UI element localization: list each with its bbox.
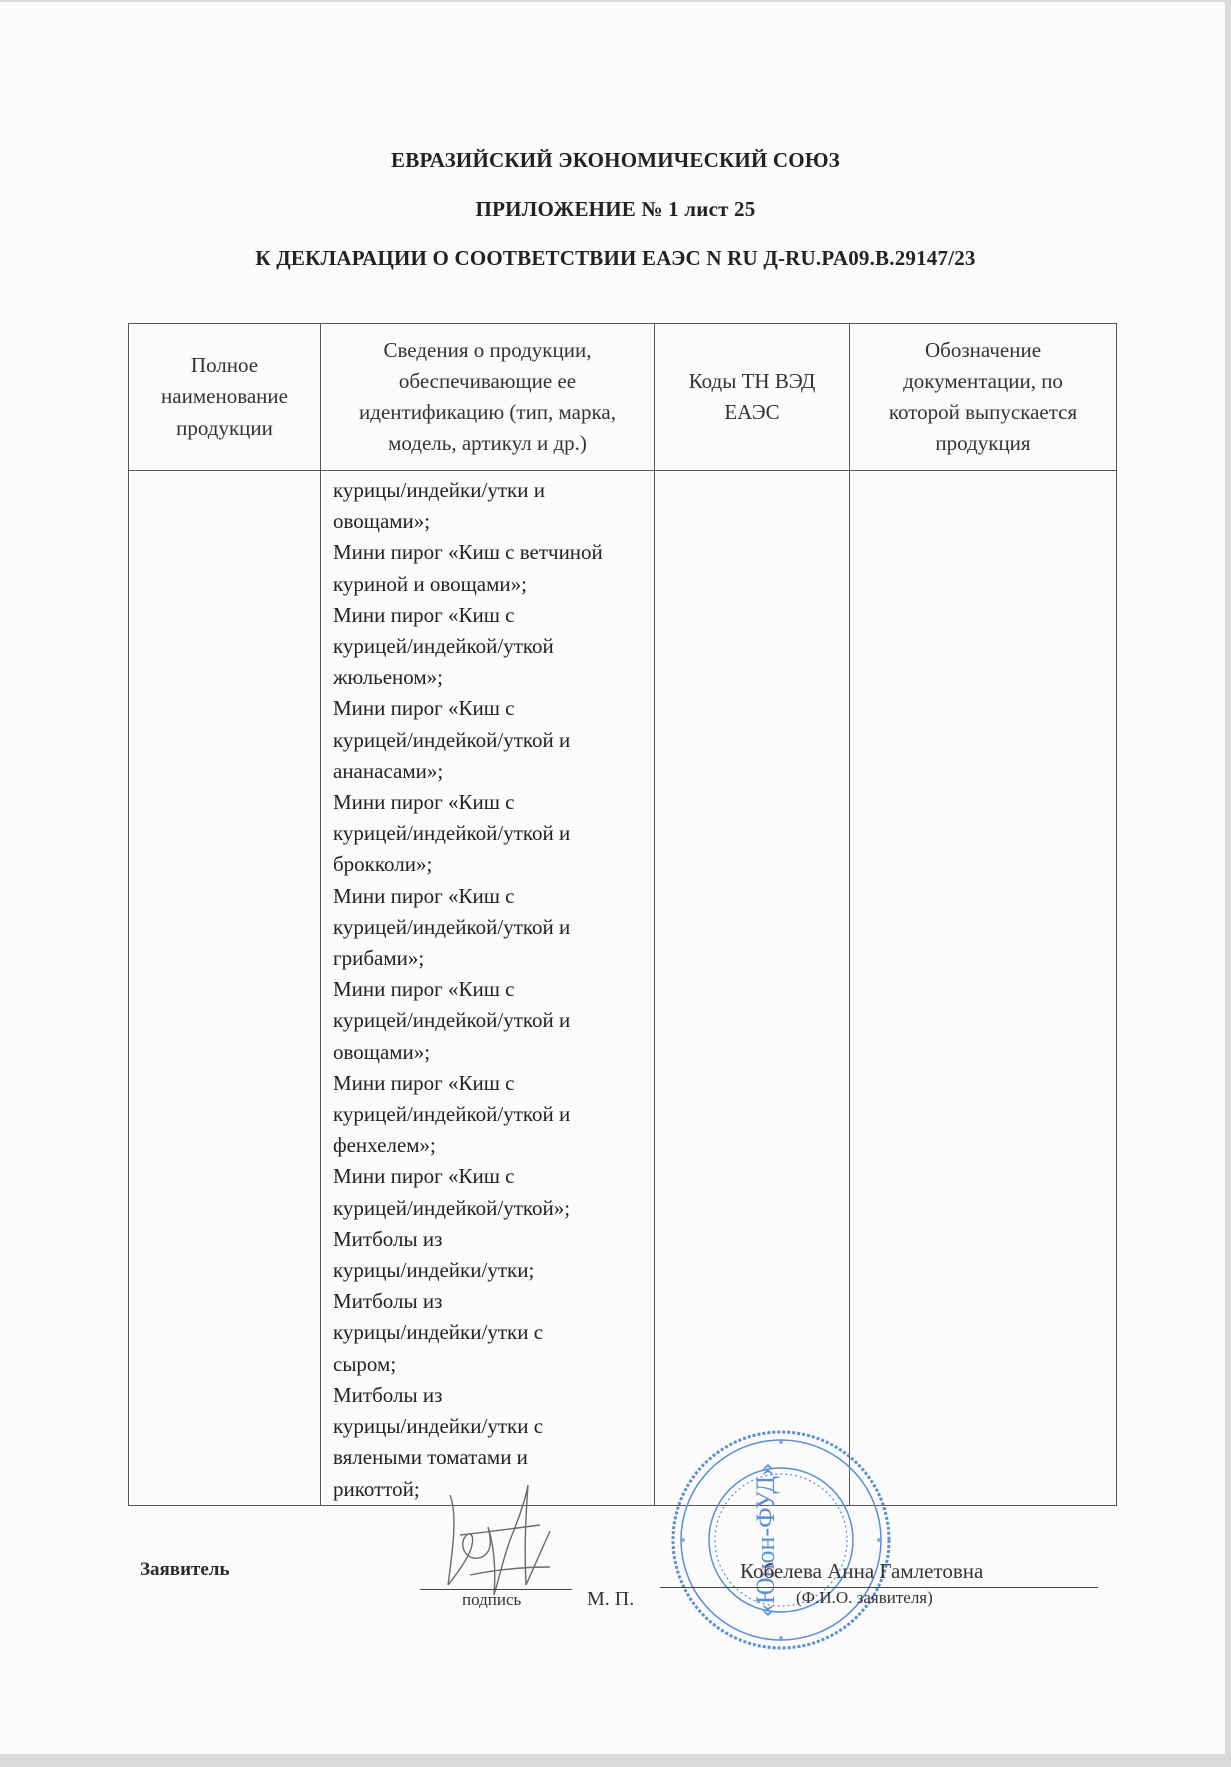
list-item: Мини пирог «Киш с xyxy=(333,696,515,721)
list-item: курицы/индейки/утки; xyxy=(333,1258,535,1283)
list-item: курицей/индейкой/уткой»; xyxy=(333,1195,571,1220)
list-item: Митболы из xyxy=(333,1289,443,1314)
list-item: жюльеном»; xyxy=(333,665,444,690)
list-item: Мини пирог «Киш с ветчиной xyxy=(333,540,603,565)
list-item: курицы/индейки/утки и xyxy=(333,478,545,502)
cell-product-name xyxy=(129,471,321,1506)
name-caption: (Ф.И.О. заявителя) xyxy=(796,1588,933,1607)
seal-name: «Юнон-ФУД» xyxy=(751,1462,780,1618)
list-item: курицей/индейкой/уткой и xyxy=(333,821,571,846)
list-item: сыром; xyxy=(333,1351,397,1376)
list-item: Мини пирог «Киш с xyxy=(333,602,515,627)
list-item: Мини пирог «Киш с xyxy=(333,790,515,815)
list-item: ананасами»; xyxy=(333,758,444,783)
column-header-line: ЕАЭС xyxy=(724,400,780,424)
table-row xyxy=(129,471,1117,1506)
cell-codes xyxy=(655,471,850,1506)
product-table xyxy=(128,323,1117,1506)
column-header-info xyxy=(321,324,655,471)
cell-product-info xyxy=(321,471,655,1506)
column-header-documentation xyxy=(850,324,1117,471)
declaration-title: К ДЕКЛАРАЦИИ О СООТВЕТСТВИИ ЕАЭС N RU Д-RU.PA09.B.29147/23 xyxy=(255,246,976,270)
cell-documentation xyxy=(850,471,1117,1506)
product-info-list xyxy=(321,471,654,1505)
column-header-line: Полное xyxy=(190,353,259,378)
signature-icon xyxy=(430,1475,570,1605)
applicant-label: Заявитель xyxy=(140,1559,230,1580)
list-item: Мини пирог «Киш с xyxy=(333,883,515,908)
column-header-line: документации, по xyxy=(903,368,1063,393)
column-header-line: Коды ТН ВЭД xyxy=(688,368,816,393)
list-item: курицы/индейки/утки с xyxy=(333,1414,544,1439)
column-header-line: наименование xyxy=(161,384,288,409)
list-item: Мини пирог «Киш с xyxy=(333,1070,515,1095)
list-item: курицей/индейкой/уткой и xyxy=(333,727,571,752)
column-header-line: идентификацию (тип, марка, xyxy=(359,400,616,424)
appendix-title: ПРИЛОЖЕНИЕ № 1 лист 25 xyxy=(475,197,756,221)
company-seal-icon xyxy=(668,1427,894,1653)
column-header-line: Обозначение xyxy=(924,337,1042,362)
list-item: курицей/индейкой/уткой xyxy=(333,634,554,659)
table-header-row xyxy=(129,324,1117,471)
list-item: курицы/индейки/утки с xyxy=(333,1320,544,1345)
list-item: Митболы из xyxy=(333,1226,443,1251)
applicant-name: Кобелева Анна Гамлетовна xyxy=(740,1559,984,1583)
column-header-line: Сведения о продукции, xyxy=(383,337,592,362)
list-item: курицей/индейкой/уткой и xyxy=(333,1102,571,1127)
union-title: ЕВРАЗИЙСКИЙ ЭКОНОМИЧЕСКИЙ СОЮЗ xyxy=(391,148,840,172)
column-header-line: которой выпускается xyxy=(888,400,1078,424)
signature-caption: подпись xyxy=(462,1590,522,1609)
column-header-line: модель, артикул и др.) xyxy=(388,431,587,456)
list-item: фенхелем»; xyxy=(333,1133,436,1158)
column-header-line: продукции xyxy=(176,415,273,440)
list-item: грибами»; xyxy=(333,946,425,971)
list-item: Митболы из xyxy=(333,1382,443,1407)
list-item: рикоттой; xyxy=(333,1476,420,1501)
list-item: овощами»; xyxy=(333,509,431,534)
column-header-line: продукция xyxy=(935,431,1031,456)
column-header-line: обеспечивающие ее xyxy=(398,368,577,393)
list-item: брокколи»; xyxy=(333,852,433,877)
list-item: курицей/индейкой/уткой и xyxy=(333,914,571,939)
column-header-name xyxy=(129,324,321,471)
list-item: Мини пирог «Киш с xyxy=(333,977,515,1002)
list-item: вялеными томатами и xyxy=(333,1445,528,1470)
list-item: Мини пирог «Киш с xyxy=(333,1164,515,1189)
column-header-codes xyxy=(655,324,850,471)
list-item: овощами»; xyxy=(333,1039,431,1064)
list-item: курицей/индейкой/уткой и xyxy=(333,1008,571,1033)
list-item: куриной и овощами»; xyxy=(333,571,527,596)
seal-caption: М. П. xyxy=(587,1588,635,1610)
